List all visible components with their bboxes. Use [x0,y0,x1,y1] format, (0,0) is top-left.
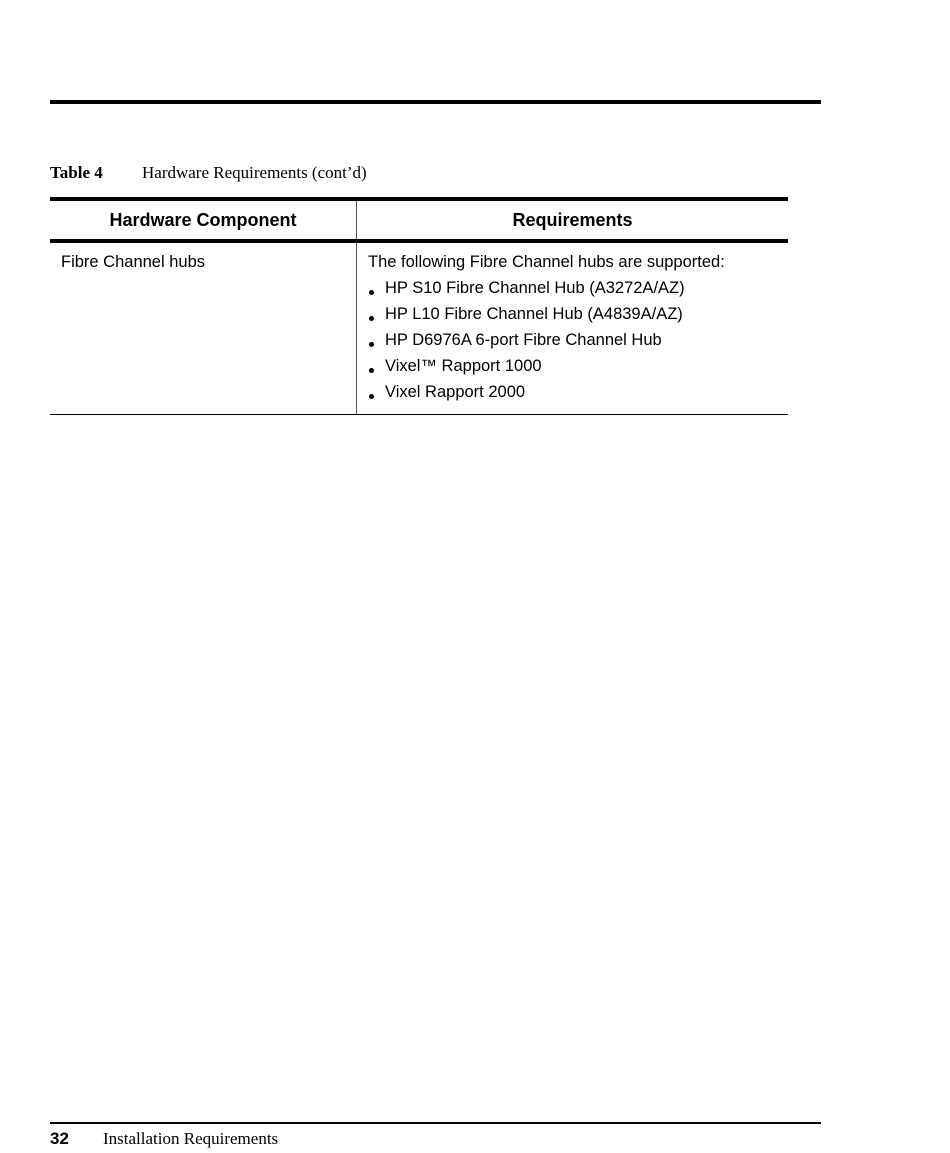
table-caption [50,163,367,183]
page-number: 32 [50,1129,69,1148]
table-row [50,241,788,415]
list-item: HP D6976A 6-port Fibre Channel Hub [368,327,778,353]
list-item: HP S10 Fibre Channel Hub (A3272A/AZ) [368,275,778,301]
footer-rule [50,1122,821,1124]
hub-list [368,275,778,405]
header-hardware-component: Hardware Component [50,199,357,241]
list-item: HP L10 Fibre Channel Hub (A4839A/AZ) [368,301,778,327]
table-number: Table 4 [50,163,103,182]
header-requirements: Requirements [357,199,789,241]
component-cell: Fibre Channel hubs [50,241,357,415]
table-title: Hardware Requirements (cont’d) [142,163,367,182]
list-item: Vixel™ Rapport 1000 [368,353,778,379]
hardware-requirements-table [50,197,788,415]
requirements-intro: The following Fibre Channel hubs are supported: [368,253,725,271]
header-rule [50,100,821,104]
section-title: Installation Requirements [103,1129,279,1148]
list-item: Vixel Rapport 2000 [368,379,778,405]
table-header-row [50,199,788,241]
requirements-cell [357,241,789,415]
page-footer [50,1129,278,1149]
